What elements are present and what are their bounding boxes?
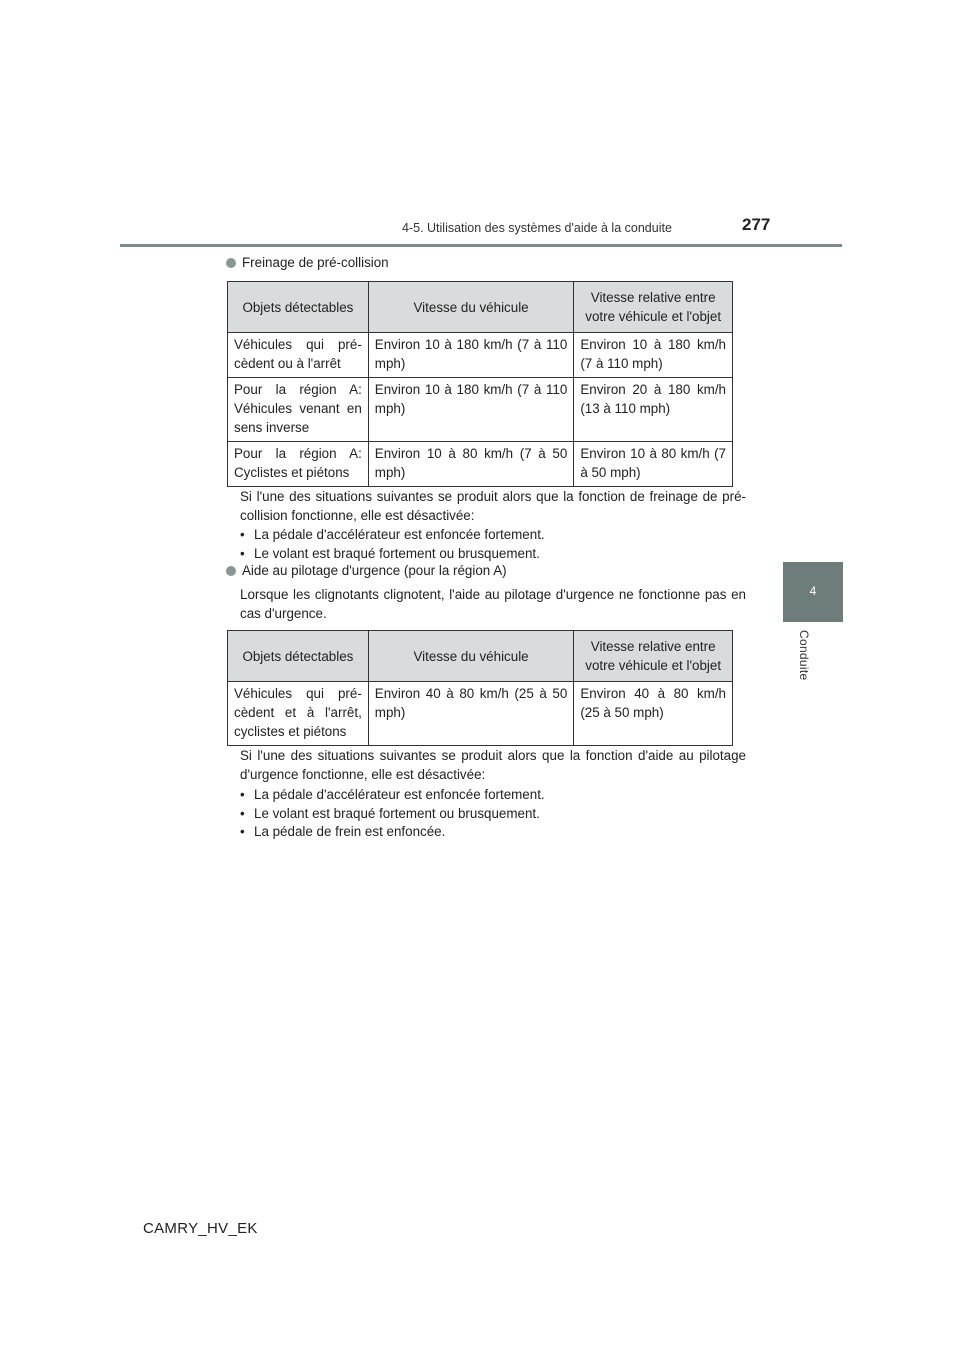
header-divider xyxy=(120,244,842,247)
table-cell: Environ 10 à 180 km/h (7 à 110 mph) xyxy=(368,378,574,442)
deactivation-note: Si l'une des situations suivantes se produit alors que la fonction de freinage de pré-collision fonctionne, elle est désactivée: xyxy=(240,489,746,523)
heading-text: Freinage de pré-collision xyxy=(242,255,389,270)
list-item: • La pédale de frein est enfoncée. xyxy=(240,823,545,842)
chapter-number: 4 xyxy=(809,584,817,598)
table-cell: Pour la région A: Véhicules venant en sens inverse xyxy=(228,378,369,442)
table-row xyxy=(228,682,733,746)
table-row xyxy=(228,333,733,378)
section-title: 4-5. Utilisation des systèmes d'aide à la conduite xyxy=(402,221,672,235)
table-header-cell: Vitesse du véhicule xyxy=(368,631,574,682)
bullet-circle-icon xyxy=(226,258,236,268)
precollision-table xyxy=(227,281,733,487)
table-cell: Environ 40 à 80 km/h (25 à 50 mph) xyxy=(574,682,733,746)
turn-signal-note: Lorsque les clignotants clignotent, l'aide au pilotage d'urgence ne fonctionne pas en cas d'urgence. xyxy=(240,587,746,621)
table-header-cell: Objets détectables xyxy=(228,282,369,333)
deactivation-list xyxy=(240,526,545,563)
table-header-cell: Vitesse relative entre votre véhicule et l'objet xyxy=(574,282,733,333)
deactivation-list xyxy=(240,786,545,842)
list-item: • La pédale d'accélérateur est enfoncée fortement. xyxy=(240,786,545,805)
page-number: 277 xyxy=(742,215,771,234)
table-header-cell: Objets détectables xyxy=(228,631,369,682)
document-code: CAMRY_HV_EK xyxy=(143,1220,258,1237)
list-item: • Le volant est braqué fortement ou brusquement. xyxy=(240,545,545,564)
table-cell: Véhicules qui pré-cèdent ou à l'arrêt xyxy=(228,333,369,378)
table-row xyxy=(228,378,733,442)
table-header-cell: Vitesse relative entre votre véhicule et l'objet xyxy=(574,631,733,682)
section-heading-emergency-steering xyxy=(226,563,507,578)
emergency-steering-table xyxy=(227,630,733,746)
table-cell: Pour la région A: Cyclistes et piétons xyxy=(228,442,369,487)
table-cell: Environ 10 à 80 km/h (7 à 50 mph) xyxy=(574,442,733,487)
section-heading-precollision xyxy=(226,255,389,270)
table-header-row xyxy=(228,282,733,333)
deactivation-note: Si l'une des situations suivantes se produit alors que la fonction d'aide au pilotage d'urgence fonctionne, elle est désactivée: xyxy=(240,748,746,782)
table-cell: Environ 40 à 80 km/h (25 à 50 mph) xyxy=(368,682,574,746)
table-cell: Véhicules qui pré-cèdent et à l'arrêt, cyclistes et piétons xyxy=(228,682,369,746)
chapter-label: Conduite xyxy=(797,630,811,681)
table-header-row xyxy=(228,631,733,682)
table-cell: Environ 20 à 180 km/h (13 à 110 mph) xyxy=(574,378,733,442)
table-row xyxy=(228,442,733,487)
table-cell: Environ 10 à 180 km/h (7 à 110 mph) xyxy=(574,333,733,378)
heading-text: Aide au pilotage d'urgence (pour la région A) xyxy=(242,563,507,578)
table-header-cell: Vitesse du véhicule xyxy=(368,282,574,333)
chapter-tab xyxy=(783,562,843,622)
list-item: • Le volant est braqué fortement ou brusquement. xyxy=(240,805,545,824)
bullet-circle-icon xyxy=(226,566,236,576)
table-cell: Environ 10 à 80 km/h (7 à 50 mph) xyxy=(368,442,574,487)
table-cell: Environ 10 à 180 km/h (7 à 110 mph) xyxy=(368,333,574,378)
list-item: • La pédale d'accélérateur est enfoncée fortement. xyxy=(240,526,545,545)
